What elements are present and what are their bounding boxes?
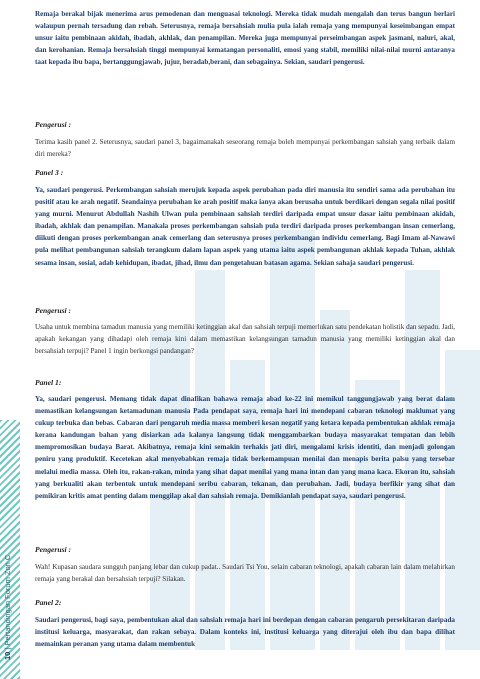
running-title: | Pertandingan Forum Zon C xyxy=(3,554,12,650)
answer-paragraph: Remaja berakal bijak menerima arus pemodenan dan menguasai teknologi. Mereka tidak mudah mengalah dan terus bangun berlari walaupun pernah tersadung dan rebah. Seterusnya, remaja bersahsiah mulia pula ialah remaja yang mempunyai keseimbangan empat unsur iaitu pembinaan akidah, ibadah, akhlak, dan penampilan. Mereka juga mempunyai perseimbangan aspek jasmani, naluri, akal, dan kerohanian. Remaja bersahsiah tinggi mempunyai kematangan personaliti, emosi yang stabil, memiliki nilai-nilai murni antaranya taat kepada ibu bapa, bertanggungjawab, jujur, beradab,berani, dan sebagainya. Sekian, saudari pengerusi. xyxy=(35,10,455,67)
answer-paragraph: Saudari pengerusi, bagi saya, pembentukan akal dan sahsiah remaja hari ini berdepan dengan cabaran pengaruh persekitaran daripada institusi keluarga, masyarakat, dan rakan sebaya. Dalam konteks ini, institusi keluarga yang diterajui oleh ibu dan bapa dilihat memainkan peranan yang utama dalam membentuk xyxy=(35,616,455,649)
speaker-label: Panel 2: xyxy=(35,598,62,607)
answer-paragraph: Ya, saudari pengerusi. Memang tidak dapat dinafikan bahawa remaja abad ke-22 ini memikul tanggungjawab yang berat dalam memastikan kelangsungan ketamadunan manusia Pada pendapat saya, remaja hari ini mendepani cabaran teknologi maklumat yang cukup terbuka dan bebas. Cabaran dari pengaruh media massa memberi kesan negatif yang ketara kepada pembentukan akhlak remaja kerana kandungan bahan yang disiarkan ada kalanya langsung tidak menggambarkan budaya masyarakat tempatan dan lebih mempromosikan budaya Barat. Akibatnya, remaja kini semakin terhakis jati diri, mengalami krisis identiti, dan menjadi golongan peniru yang produktif. Kecetekan akal menyebabkan remaja tidak berkemampuan menilai dan menapis berita palsu yang tersebar melalui media massa. Oleh itu, rakan-rakan, minda yang sihat dapat menilai yang mana intan dan yang mana kaca. Ekoran itu, sahsiah yang berkualiti akan terbentuk untuk mendepani seribu cabaran, tekanan, dan perubahan. Jadi, budaya berfikir yang sihat dan pemikiran kritis amat penting dalam menggilap akal dan sahsiah remaja. Demikianlah pendapat saya, saudari pengerusi. xyxy=(35,395,455,500)
question-paragraph: Usaha untuk membina tamadun manusia yang memiliki ketinggian akal dan sahsiah terpuji memerlukan satu pendekatan holistik dan sepadu. Jadi, apakah kekangan yang dihadapi oleh remaja kini dalam memastikan kelangsungan tamadun manusia yang memiliki ketinggian akal dan bersahsiah terpuji? Panel 1 ingin berkongsi pandangan? xyxy=(35,323,455,356)
speaker-label: Pengerusi : xyxy=(35,545,72,554)
speaker-label: Panel 1: xyxy=(35,378,62,387)
speaker-label: Pengerusi : xyxy=(35,306,72,315)
answer-paragraph: Ya, saudari pengerusi. Perkembangan sahsiah merujuk kepada aspek perubahan pada diri manusia itu sendiri sama ada perubahan itu positif atau ke arah negatif. Seandainya perubahan ke arah positif maka ianya akan berusaha untuk berdikari dengan segala nilai positif yang murni. Menurut Abdullah Nashih Ulwan pula pembinaan sahsiah terdiri daripada empat unsur dasar iaitu pembinaan akidah, ibadah, akhlak dan penampilan. Manakala proses perkembangan sahsiah pula terdiri daripada proses perkembangan insan cemerlang, diikuti dengan proses perkembangan anak cemerlang dan seterusnya proses perkembangan individu cemerlang. Bagi Imam al-Nawawi pula melihat pembangunan sahsiah terangkum dalam lapan aspek yang utama iaitu aspek pembangunan akhlak kepada Tuhan, akhlak sesama insan, sosial, adab kehidupan, ibadat, jihad, ilmu dan pengetahuan batasan agama. Sekian sahaja saudari pengerusi. xyxy=(35,186,455,267)
speaker-label: Pengerusi : xyxy=(35,120,72,129)
page-number: 10 xyxy=(3,651,12,660)
question-paragraph: Terima kasih panel 2. Seterusnya, saudari panel 3, bagaimanakah seseorang remaja boleh mempunyai perkembangan sahsiah yang terbaik dalam diri mereka? xyxy=(35,138,455,159)
speaker-label: Panel 3 : xyxy=(35,168,64,177)
question-paragraph: Wah! Kupasan saudara sungguh panjang lebar dan cukup padat.. Saudari Tsi You, selain cabaran teknologi, apakah cabaran lain dalam melahirkan remaja yang berakal dan bersahsiah terpuji? Silakan. xyxy=(35,563,455,584)
